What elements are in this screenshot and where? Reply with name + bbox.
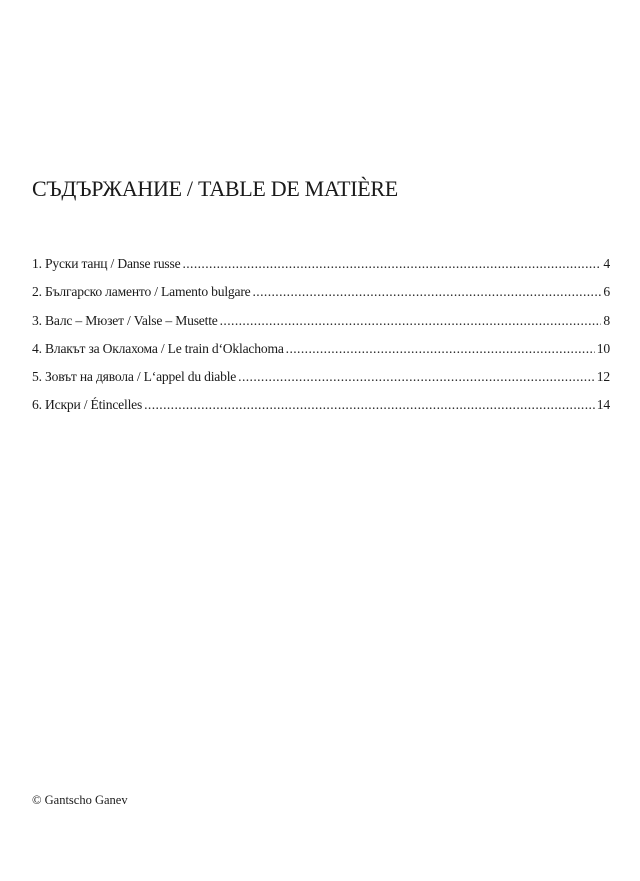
toc-entry-page: 12 [596, 369, 610, 385]
toc-entry [32, 313, 610, 341]
toc-entry-page: 6 [603, 284, 610, 300]
dot-leader [238, 369, 595, 385]
toc-entry-title: 3. Валс – Мюзет / Valse – Musette [32, 312, 218, 328]
page-title: СЪДЪРЖАНИЕ / TABLE DE MATIÈRE [32, 176, 398, 201]
toc-entry-title: 6. Искри / Étincelles [32, 397, 143, 413]
toc-entry-page: 14 [596, 397, 610, 413]
toc-entry-page: 10 [596, 340, 610, 356]
toc-entry-title: 2. Българско ламенто / Lamento bulgare [32, 284, 251, 300]
table-of-contents [32, 256, 610, 426]
toc-entry [32, 369, 610, 397]
dot-leader [144, 397, 595, 413]
dot-leader [182, 256, 601, 272]
toc-entry [32, 341, 610, 369]
dot-leader [286, 341, 595, 357]
dot-leader [220, 313, 602, 329]
dot-leader [253, 284, 602, 300]
toc-entry [32, 397, 610, 425]
copyright-footer: © Gantscho Ganev [32, 793, 128, 807]
toc-entry [32, 256, 610, 284]
toc-entry-title: 4. Влакът за Оклахома / Le train d‘Oklachoma [32, 340, 284, 356]
toc-entry [32, 284, 610, 312]
toc-entry-title: 1. Руски танц / Danse russe [32, 256, 181, 271]
toc-entry-page: 8 [603, 312, 610, 328]
toc-entry-page: 4 [603, 256, 610, 271]
toc-entry-title: 5. Зовът на дявола / L‘appel du diable [32, 369, 237, 385]
